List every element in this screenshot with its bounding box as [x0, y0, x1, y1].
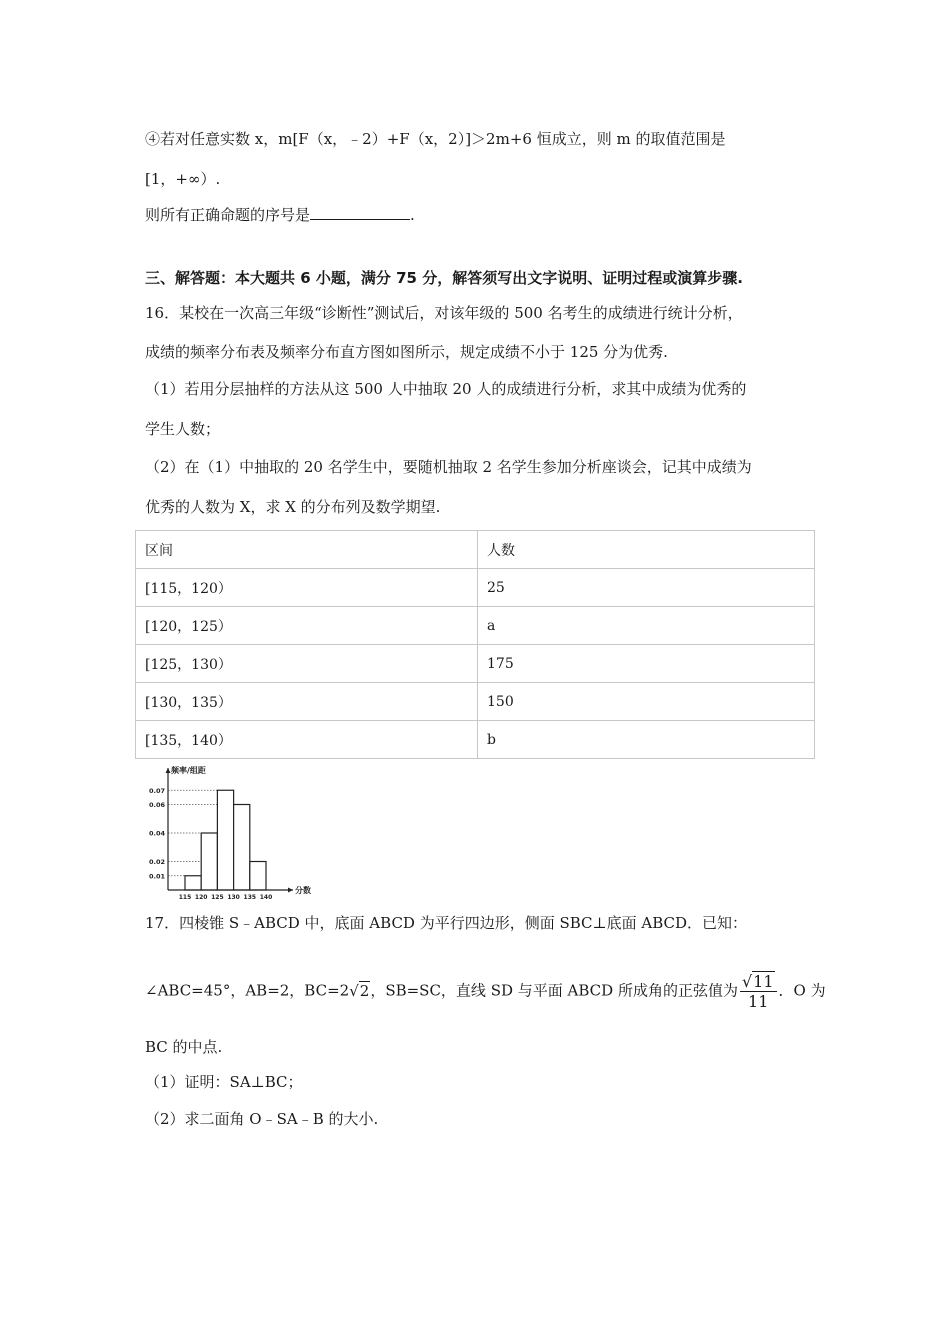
table-cell-interval: [135，140）	[136, 721, 478, 759]
y-tick-label: 0.04	[148, 829, 165, 838]
q17-line2-b: ，SB=SC，直线 SD 与平面 ABCD 所成角的正弦值为	[370, 981, 738, 1000]
x-axis-arrow	[288, 888, 293, 893]
histogram-bar	[185, 876, 201, 890]
histogram-bar	[250, 862, 266, 891]
table-cell-interval: [115，120）	[136, 569, 478, 607]
frequency-table	[135, 530, 815, 759]
item4-line2: [1，+∞）.	[145, 170, 221, 188]
table-row	[136, 721, 815, 759]
histogram-bar	[201, 833, 217, 890]
fraction-numerator-radicand: 11	[753, 972, 774, 991]
frequency-histogram	[138, 758, 318, 906]
sqrt-two-radicand: 2	[359, 981, 370, 1000]
table-cell-count: 150	[478, 683, 815, 721]
table-header-count: 人数	[478, 531, 815, 569]
q17-line2-c: ．O 为	[778, 981, 826, 1000]
table-cell-interval: [130，135）	[136, 683, 478, 721]
y-axis-label: 频率/组距	[171, 766, 206, 775]
y-tick-label: 0.06	[148, 801, 165, 809]
q16-part2-line1: （2）在（1）中抽取的 20 名学生中，要随机抽取 2 名学生参加分析座谈会，记其中成绩为	[145, 458, 752, 476]
fraction-numerator: √11	[740, 972, 777, 992]
section-heading: 三、解答题：本大题共 6 小题，满分 75 分，解答须写出文字说明、证明过程或演算步骤.	[145, 269, 743, 287]
q16-line2: 成绩的频率分布表及频率分布直方图如图所示，规定成绩不小于 125 分为优秀.	[145, 343, 668, 361]
fraction-denominator: 11	[748, 992, 769, 1011]
q16-part1-line2: 学生人数；	[145, 420, 221, 438]
table-cell-count: a	[478, 607, 815, 645]
q17-line1: 17．四棱锥 S﹣ABCD 中，底面 ABCD 为平行四边形，侧面 SBC⊥底面 ABCD．已知：	[145, 914, 748, 932]
y-tick-label: 0.07	[148, 786, 165, 795]
x-tick-label: 120	[194, 894, 208, 901]
x-axis-label: 分数	[295, 886, 311, 895]
q17-line3: BC 的中点.	[145, 1038, 223, 1056]
x-tick-label: 135	[243, 894, 257, 901]
table-cell-count: b	[478, 721, 815, 759]
answer-prompt-suffix: .	[410, 206, 415, 224]
table-cell-count: 175	[478, 645, 815, 683]
sqrt-two: √2	[349, 981, 370, 1000]
q17-line2	[145, 972, 826, 1011]
q16-line1: 16．某校在一次高三年级“诊断性”测试后，对该年级的 500 名考生的成绩进行统计分析，	[145, 304, 743, 322]
histogram-bar	[234, 805, 250, 891]
x-tick-label: 130	[227, 894, 240, 901]
table-row	[136, 607, 815, 645]
answer-prompt-text: 则所有正确命题的序号是	[145, 206, 311, 224]
answer-blank	[310, 205, 410, 220]
y-tick-label: 0.02	[148, 858, 165, 866]
answer-prompt	[145, 204, 415, 225]
q16-part1-line1: （1）若用分层抽样的方法从这 500 人中抽取 20 人的成绩进行分析，求其中成绩为优秀的	[145, 380, 747, 398]
x-tick-label: 140	[259, 894, 273, 901]
table-cell-count: 25	[478, 569, 815, 607]
y-tick-label: 0.01	[148, 872, 165, 881]
y-axis-arrow	[166, 768, 171, 773]
table-row	[136, 569, 815, 607]
q16-part2-line2: 优秀的人数为 X，求 X 的分布列及数学期望.	[145, 498, 441, 516]
x-tick-label: 115	[178, 894, 192, 901]
x-tick-label: 125	[211, 894, 224, 901]
table-header-row	[136, 531, 815, 569]
table-header-interval: 区间	[136, 531, 478, 569]
histogram-bar	[217, 790, 233, 890]
sine-fraction	[740, 972, 777, 1011]
item4-line1: ④若对任意实数 x，m[F（x，﹣2）+F（x，2）]＞2m+6 恒成立，则 m 的取值范围是	[145, 130, 726, 148]
table-row	[136, 645, 815, 683]
q17-part2: （2）求二面角 O﹣SA﹣B 的大小.	[145, 1110, 379, 1128]
q17-part1: （1）证明：SA⊥BC；	[145, 1073, 303, 1091]
table-row	[136, 683, 815, 721]
table-cell-interval: [120，125）	[136, 607, 478, 645]
q17-line2-a: ∠ABC=45°，AB=2，BC=2	[145, 981, 350, 1000]
table-cell-interval: [125，130）	[136, 645, 478, 683]
